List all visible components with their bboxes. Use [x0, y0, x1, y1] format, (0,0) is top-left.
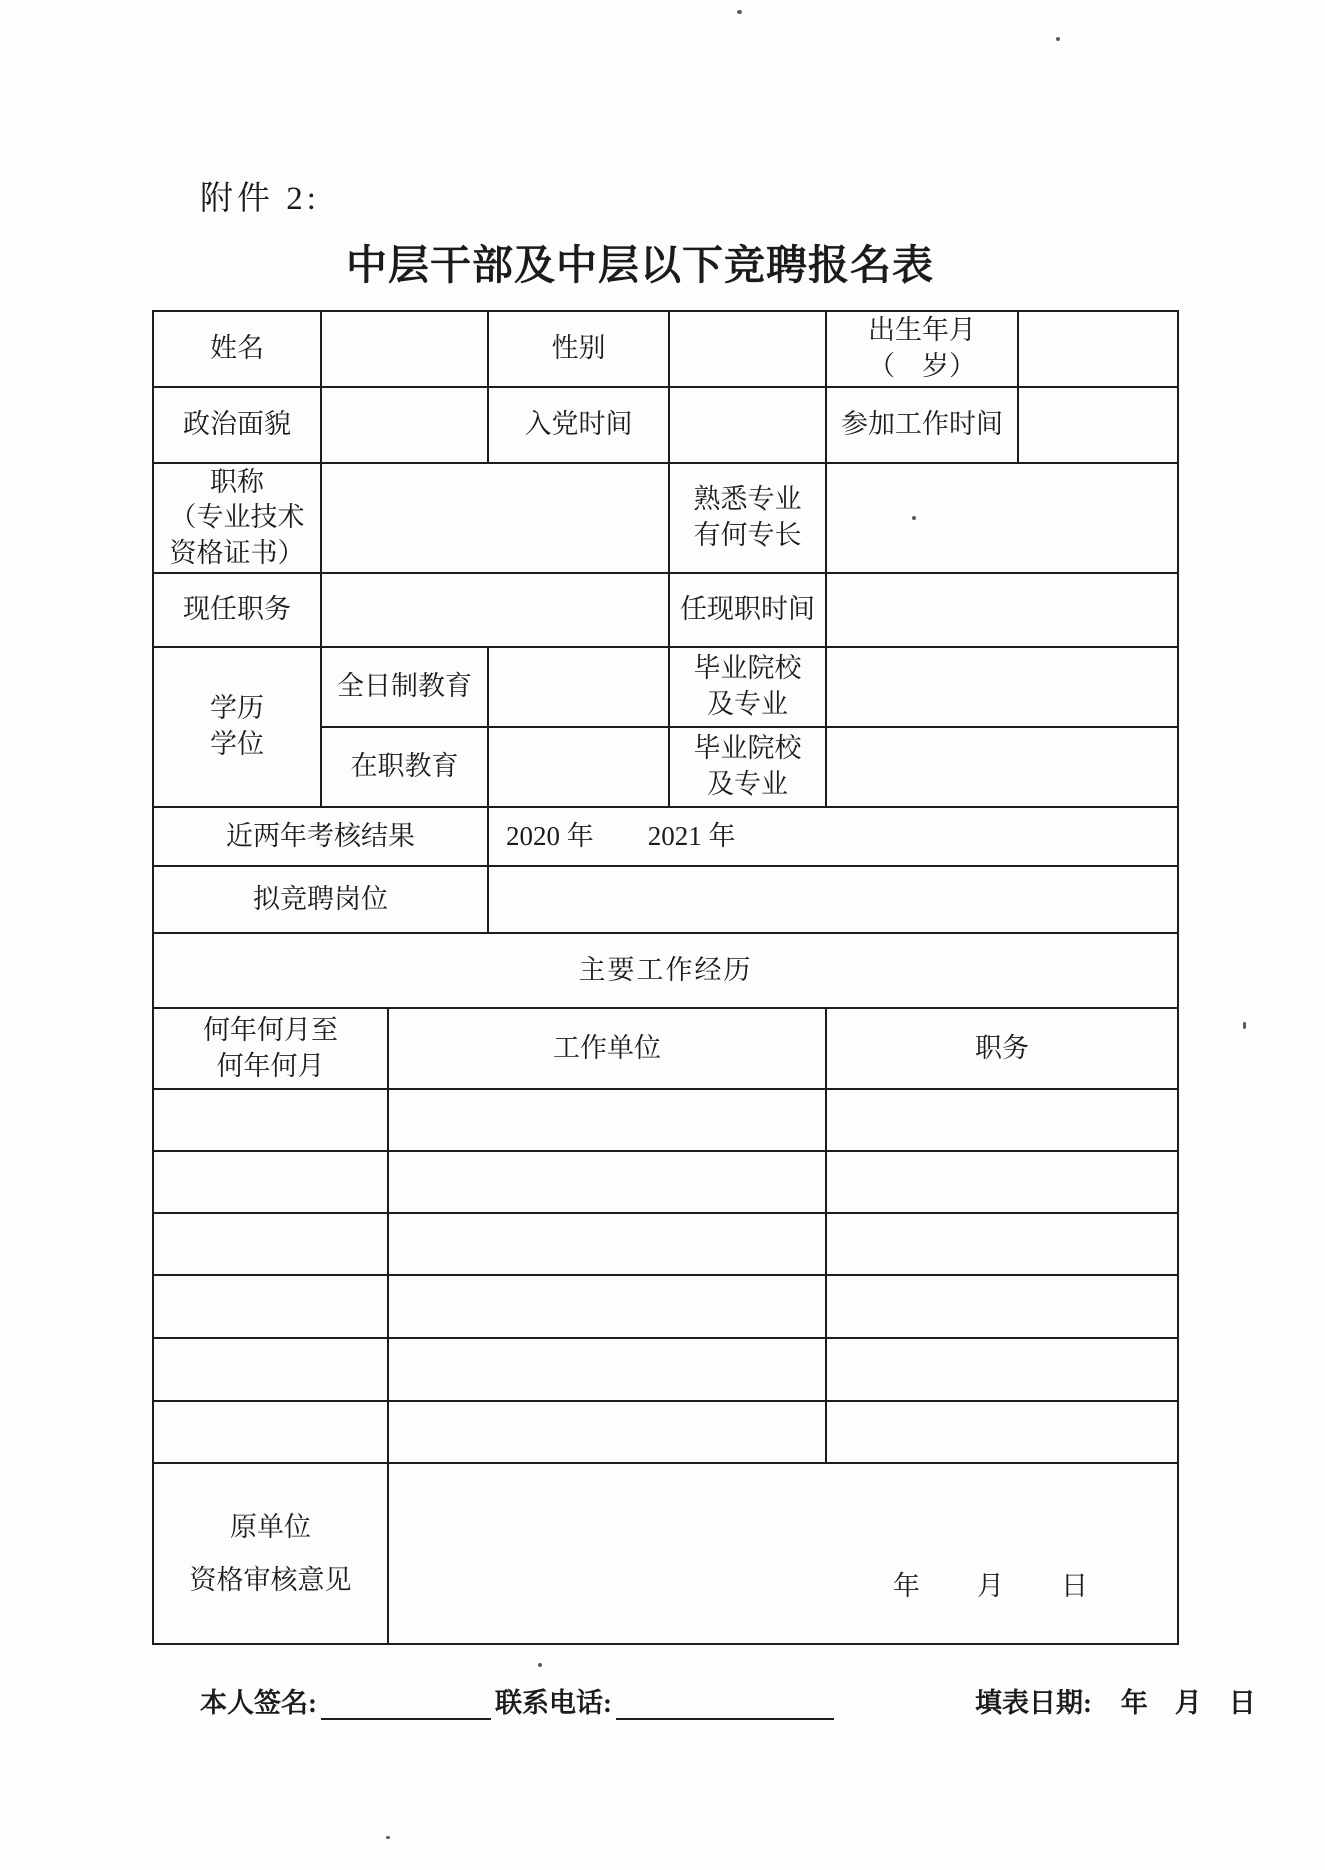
political-status-value-cell: [321, 387, 488, 463]
party-join-time-value-cell: [669, 387, 826, 463]
birth-value-cell: [1018, 311, 1178, 387]
page-title: 中层干部及中层以下竞聘报名表: [346, 242, 934, 288]
fulltime-graduate-school-label: 毕业院校 及专业: [669, 647, 826, 727]
period-column-header: 何年何月至 何年何月: [153, 1008, 388, 1089]
wh-unit-cell: [388, 1275, 826, 1338]
fulltime-education-label: 全日制教育: [321, 647, 488, 727]
work-history-title: 主要工作经历: [153, 933, 1178, 1008]
target-position-value-cell: [488, 866, 1178, 933]
work-history-row-6: [153, 1401, 1178, 1463]
wh-period-cell: [153, 1213, 388, 1275]
gender-value-cell: [669, 311, 826, 387]
education-label: 学历 学位: [153, 647, 321, 807]
fill-date-ymd: 年 月 日: [1120, 1688, 1256, 1718]
phone-field: [495, 1681, 834, 1720]
scan-artifact: [737, 10, 742, 14]
work-history-row-5: [153, 1338, 1178, 1401]
party-join-time-label: 入党时间: [488, 387, 669, 463]
wh-unit-cell: [388, 1213, 826, 1275]
onjob-education-label: 在职教育: [321, 727, 488, 807]
scan-artifact: [1243, 1022, 1246, 1029]
wh-period-cell: [153, 1338, 388, 1401]
attachment-label: 附件 2:: [200, 181, 320, 217]
row-target-position: [153, 866, 1178, 933]
name-value-cell: [321, 311, 488, 387]
wh-period-cell: [153, 1275, 388, 1338]
work-history-row-1: [153, 1089, 1178, 1151]
prof-title-value-cell: [321, 463, 669, 573]
footer-signature-line: [0, 1681, 1325, 1721]
wh-post-cell: [826, 1089, 1178, 1151]
work-history-row-2: [153, 1151, 1178, 1213]
work-history-row-3: [153, 1213, 1178, 1275]
current-position-label: 现任职务: [153, 573, 321, 647]
specialty-label: 熟悉专业 有何专长: [669, 463, 826, 573]
phone-label: 联系电话:: [495, 1688, 612, 1718]
onjob-education-value-cell: [488, 727, 669, 807]
row-fulltime-education: [153, 647, 1178, 727]
name-label: 姓名: [153, 311, 321, 387]
row-assessment: [153, 807, 1178, 866]
review-opinion-label: 原单位 资格审核意见: [153, 1463, 388, 1644]
signature-field: [200, 1681, 491, 1720]
wh-post-cell: [826, 1151, 1178, 1213]
work-history-header: [153, 1008, 1178, 1089]
scan-artifact: [538, 1663, 542, 1667]
phone-blank-line: [616, 1691, 834, 1720]
fill-date-label: 填表日期:: [975, 1688, 1092, 1718]
work-unit-column-header: 工作单位: [388, 1008, 826, 1089]
row-review-opinion: [153, 1463, 1178, 1644]
application-form-table: [152, 310, 1179, 1645]
review-date-line: 年 月 日: [893, 1571, 1089, 1602]
work-start-time-label: 参加工作时间: [826, 387, 1018, 463]
assessment-value-cell: 2020 年 2021 年: [488, 807, 1178, 866]
work-history-row-4: [153, 1275, 1178, 1338]
work-start-time-value-cell: [1018, 387, 1178, 463]
prof-title-label: 职称 （专业技术 资格证书）: [153, 463, 321, 573]
onjob-graduate-school-label: 毕业院校 及专业: [669, 727, 826, 807]
row-political: [153, 387, 1178, 463]
current-position-time-label: 任现职时间: [669, 573, 826, 647]
birth-label: 出生年月 （ 岁）: [826, 311, 1018, 387]
current-position-time-value-cell: [826, 573, 1178, 647]
political-status-label: 政治面貌: [153, 387, 321, 463]
signature-label: 本人签名:: [200, 1688, 317, 1718]
fulltime-graduate-school-value-cell: [826, 647, 1178, 727]
assessment-label: 近两年考核结果: [153, 807, 488, 866]
gender-label: 性别: [488, 311, 669, 387]
scan-artifact: [912, 516, 916, 520]
wh-period-cell: [153, 1151, 388, 1213]
scan-artifact: [1056, 37, 1060, 41]
review-opinion-cell: [388, 1463, 1178, 1644]
row-prof-title: [153, 463, 1178, 573]
fill-date-field: [975, 1681, 1256, 1720]
wh-period-cell: [153, 1089, 388, 1151]
wh-unit-cell: [388, 1151, 826, 1213]
row-current-position: [153, 573, 1178, 647]
wh-post-cell: [826, 1275, 1178, 1338]
wh-post-cell: [826, 1338, 1178, 1401]
scan-artifact: [386, 1836, 390, 1839]
wh-period-cell: [153, 1401, 388, 1463]
current-position-value-cell: [321, 573, 669, 647]
wh-unit-cell: [388, 1338, 826, 1401]
row-work-history-title: [153, 933, 1178, 1008]
fulltime-education-value-cell: [488, 647, 669, 727]
position-column-header: 职务: [826, 1008, 1178, 1089]
signature-blank-line: [321, 1691, 491, 1720]
row-name: [153, 311, 1178, 387]
wh-unit-cell: [388, 1401, 826, 1463]
wh-post-cell: [826, 1401, 1178, 1463]
wh-post-cell: [826, 1213, 1178, 1275]
target-position-label: 拟竞聘岗位: [153, 866, 488, 933]
wh-unit-cell: [388, 1089, 826, 1151]
onjob-graduate-school-value-cell: [826, 727, 1178, 807]
specialty-value-cell: [826, 463, 1178, 573]
